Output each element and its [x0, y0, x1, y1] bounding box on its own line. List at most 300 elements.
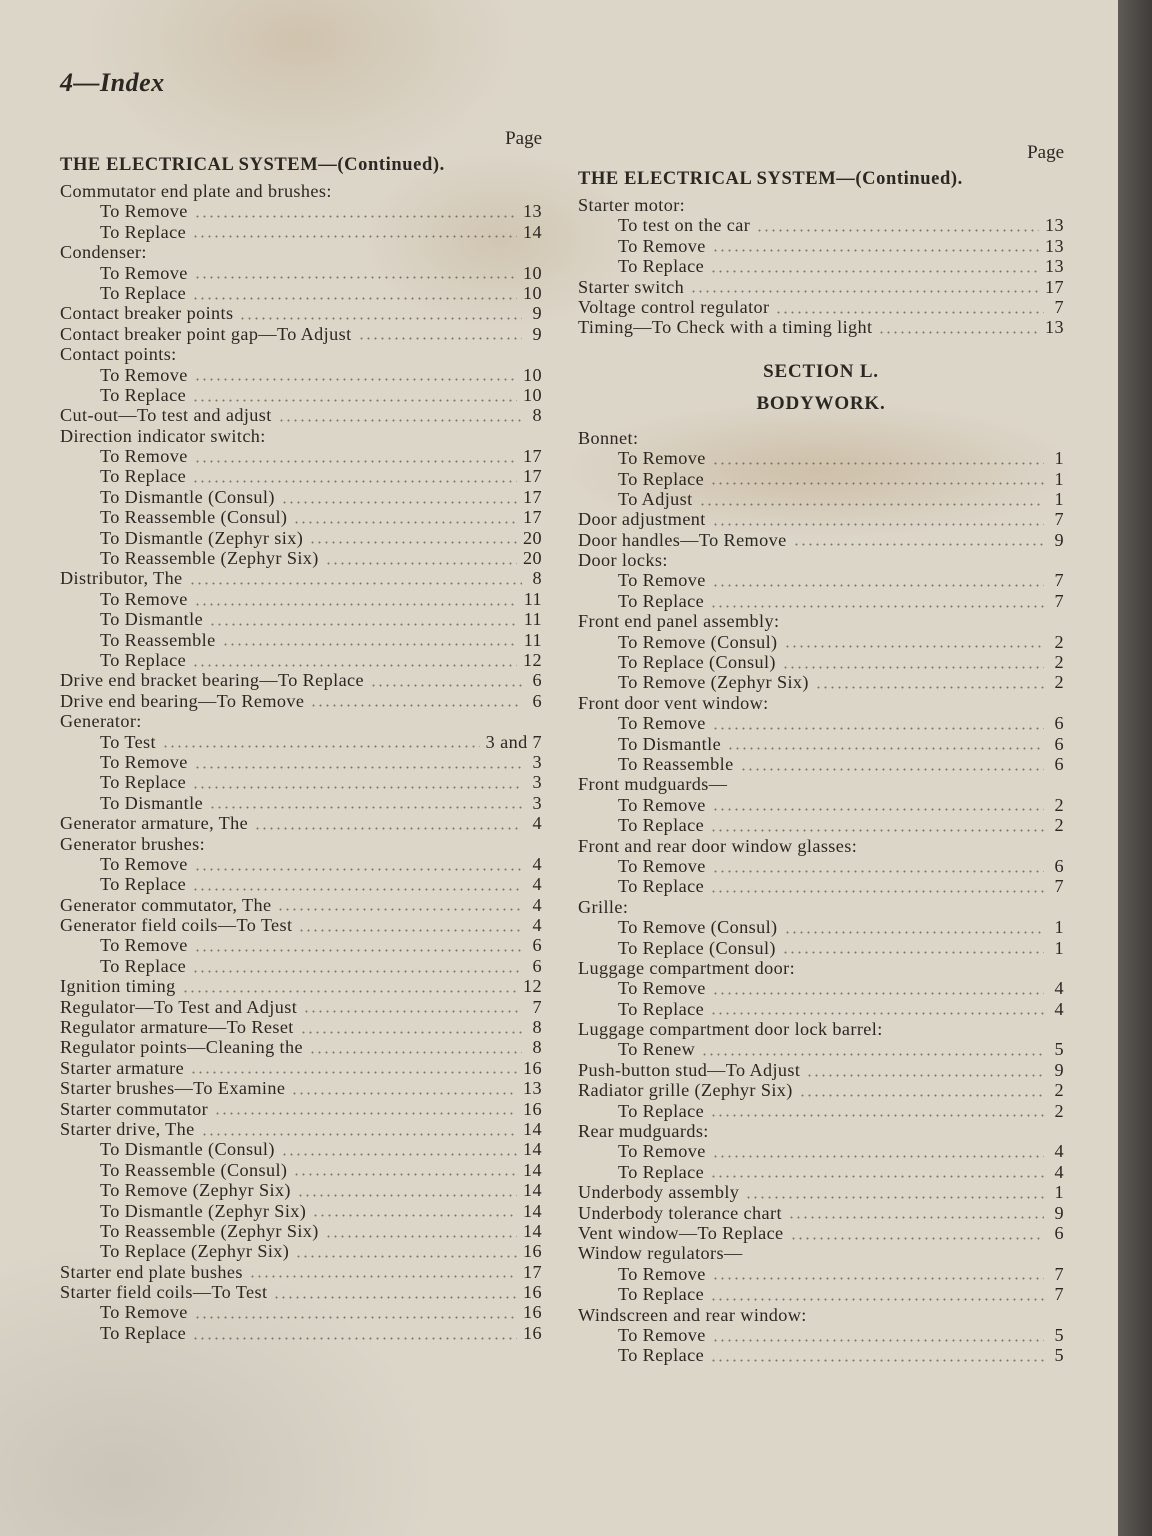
index-subentry — [60, 1201, 542, 1221]
entry-page-number: 14 — [523, 221, 542, 242]
index-subentry — [578, 448, 1064, 468]
dot-leader — [194, 766, 522, 769]
entry-page-number: 10 — [523, 384, 542, 405]
entry-page-number: 6 — [1054, 733, 1064, 754]
index-entry — [578, 1305, 1064, 1325]
entry-page-number: 13 — [523, 201, 542, 222]
index-subentry — [60, 874, 542, 894]
index-subentry — [578, 236, 1064, 256]
entry-page-number: 2 — [1054, 672, 1064, 693]
index-entry — [578, 1060, 1064, 1080]
index-entry — [578, 277, 1064, 297]
entry-label: Contact breaker points — [60, 303, 234, 324]
entry-page-number: 4 — [1054, 978, 1064, 999]
entry-page-number: 1 — [1054, 488, 1064, 509]
index-entry — [60, 1119, 542, 1139]
entry-page-number: 7 — [1054, 296, 1064, 317]
index-entry — [578, 297, 1064, 317]
dot-leader — [209, 806, 522, 809]
dot-leader — [182, 990, 517, 993]
index-entry — [60, 426, 542, 446]
entry-page-number: 6 — [1054, 753, 1064, 774]
dot-leader — [194, 603, 518, 606]
dot-leader — [194, 868, 522, 871]
index-entry — [578, 774, 1064, 794]
entry-page-number: 1 — [1054, 1182, 1064, 1203]
index-subentry — [60, 222, 542, 242]
index-subentry — [578, 734, 1064, 754]
entry-label: To Remove (Consul) — [618, 631, 778, 652]
entry-page-number: 5 — [1054, 1039, 1064, 1060]
entry-label: Generator brushes: — [60, 833, 206, 854]
index-subentry — [578, 1162, 1064, 1182]
dot-leader — [192, 399, 517, 402]
dot-leader — [162, 745, 480, 748]
index-subentry — [578, 713, 1064, 733]
entry-page-number: 3 and 7 — [485, 731, 542, 752]
index-subentry — [60, 793, 542, 813]
entry-page-number: 4 — [532, 853, 542, 874]
entry-page-number: 3 — [532, 792, 542, 813]
index-subentry — [578, 1345, 1064, 1365]
dot-leader — [756, 229, 1039, 232]
page-header: 4—Index — [60, 68, 165, 97]
dot-leader — [710, 890, 1044, 893]
entry-label: Regulator—To Test and Adjust — [60, 996, 298, 1017]
entry-label: Starter motor: — [578, 195, 686, 215]
dot-leader — [310, 704, 522, 707]
index-entry — [578, 428, 1064, 448]
index-entry — [60, 895, 542, 915]
entry-label: To Dismantle — [618, 733, 722, 754]
entry-label: Front and rear door window glasses: — [578, 835, 858, 856]
index-list — [578, 428, 1064, 1366]
entry-page-number: 14 — [523, 1159, 542, 1180]
entry-page-number: 11 — [523, 609, 542, 630]
entry-label: To Replace — [618, 876, 705, 897]
entry-page-number: 5 — [1054, 1324, 1064, 1345]
entry-page-number: 1 — [1054, 468, 1064, 489]
entry-label: To Remove — [618, 1324, 706, 1345]
index-subentry — [60, 772, 542, 792]
index-entry — [60, 242, 542, 262]
index-entry — [60, 303, 542, 323]
index-entry — [60, 711, 542, 731]
entry-page-number: 8 — [532, 1037, 542, 1058]
index-subentry — [578, 876, 1064, 896]
entry-label: To Dismantle (Consul) — [100, 486, 275, 507]
index-subentry — [578, 1101, 1064, 1121]
entry-label: To Remove — [100, 588, 188, 609]
entry-page-number: 8 — [532, 405, 542, 426]
index-subentry — [578, 632, 1064, 652]
index-subentry — [60, 752, 542, 772]
entry-page-number: 2 — [1054, 1080, 1064, 1101]
entry-label: Grille: — [578, 896, 629, 917]
dot-leader — [303, 1010, 522, 1013]
entry-page-number: 10 — [523, 364, 542, 385]
entry-page-number: 3 — [532, 751, 542, 772]
entry-page-number: 20 — [523, 527, 542, 548]
entry-page-number: 12 — [523, 649, 542, 670]
index-entry — [60, 568, 542, 588]
dot-leader — [325, 1235, 517, 1238]
entry-label: To Replace — [618, 1100, 705, 1121]
dot-leader — [712, 992, 1044, 995]
index-subentry — [60, 956, 542, 976]
entry-label: Timing—To Check with a timing light — [578, 317, 873, 338]
entry-page-number: 17 — [523, 507, 542, 528]
entry-page-number: 1 — [1054, 917, 1064, 938]
entry-page-number: 4 — [532, 894, 542, 915]
dot-leader — [699, 503, 1044, 506]
dot-leader — [239, 317, 522, 320]
index-list — [578, 195, 1064, 338]
entry-label: Regulator points—Cleaning the — [60, 1037, 303, 1058]
index-entry — [60, 997, 542, 1017]
entry-label: To Remove — [100, 364, 188, 385]
entry-page-number: 7 — [1054, 509, 1064, 530]
entry-page-number: 6 — [532, 955, 542, 976]
entry-label: Drive end bearing—To Remove — [60, 690, 305, 711]
entry-label: To Replace — [100, 282, 187, 303]
entry-label: To Remove — [618, 235, 706, 256]
dot-leader — [192, 888, 522, 891]
entry-page-number: 2 — [1054, 652, 1064, 673]
entry-label: Radiator grille (Zephyr Six) — [578, 1080, 793, 1101]
index-subentry — [578, 1264, 1064, 1284]
index-subentry — [60, 1241, 542, 1261]
index-entry — [60, 915, 542, 935]
dot-leader — [710, 1114, 1044, 1117]
dot-leader — [222, 643, 518, 646]
entry-label: Front mudguards— — [578, 774, 728, 795]
entry-page-number: 16 — [523, 1098, 542, 1119]
index-subentry — [578, 815, 1064, 835]
index-subentry — [60, 548, 542, 568]
entry-label: Window regulators— — [578, 1243, 743, 1264]
index-entry — [578, 195, 1064, 215]
dot-leader — [710, 1359, 1044, 1362]
dot-leader — [194, 276, 517, 279]
dot-leader — [312, 1214, 517, 1217]
entry-label: To Replace — [618, 256, 705, 277]
entry-label: Vent window—To Replace — [578, 1222, 784, 1243]
entry-label: Underbody assembly — [578, 1182, 740, 1203]
index-entry — [60, 1017, 542, 1037]
entry-label: Regulator armature—To Reset — [60, 1017, 294, 1038]
dot-leader — [712, 808, 1044, 811]
entry-page-number: 9 — [532, 323, 542, 344]
dot-leader — [712, 1339, 1044, 1342]
entry-page-number: 9 — [532, 303, 542, 324]
entry-page-number: 17 — [1045, 276, 1064, 297]
entry-label: To Remove — [618, 794, 706, 815]
entry-label: To Replace — [618, 1284, 705, 1305]
entry-page-number: 9 — [1054, 1059, 1064, 1080]
entry-page-number: 8 — [532, 568, 542, 589]
entry-page-number: 13 — [523, 1078, 542, 1099]
entry-label: Starter brushes—To Examine — [60, 1078, 286, 1099]
index-subentry — [578, 672, 1064, 692]
index-subentry — [578, 795, 1064, 815]
index-subentry — [60, 385, 542, 405]
entry-page-number: 14 — [523, 1200, 542, 1221]
dot-leader — [701, 1053, 1044, 1056]
left-column — [60, 126, 542, 1343]
index-entry — [60, 1099, 542, 1119]
entry-label: To Replace — [618, 998, 705, 1019]
dot-leader — [712, 523, 1044, 526]
entry-page-number: 7 — [1054, 570, 1064, 591]
entry-label: Starter commutator — [60, 1098, 209, 1119]
entry-page-number: 7 — [1054, 1284, 1064, 1305]
entry-label: To Replace — [618, 1345, 705, 1366]
index-subentry — [60, 487, 542, 507]
entry-label: Starter end plate bushes — [60, 1261, 243, 1282]
dot-leader — [298, 929, 522, 932]
entry-page-number: 4 — [1054, 1141, 1064, 1162]
entry-page-number: 16 — [523, 1322, 542, 1343]
dot-leader — [192, 480, 517, 483]
index-entry — [578, 1223, 1064, 1243]
entry-page-number: 5 — [1054, 1345, 1064, 1366]
entry-page-number: 14 — [523, 1220, 542, 1241]
index-subentry — [60, 935, 542, 955]
dot-leader — [712, 727, 1044, 730]
entry-label: Bonnet: — [578, 427, 639, 448]
entry-label: To Replace — [100, 649, 187, 670]
index-entry — [60, 670, 542, 690]
index-subentry — [578, 978, 1064, 998]
entry-label: Ignition timing — [60, 976, 176, 997]
entry-label: Windscreen and rear window: — [578, 1304, 807, 1325]
index-entry — [578, 530, 1064, 550]
entry-page-number: 12 — [523, 976, 542, 997]
entry-page-number: 16 — [523, 1282, 542, 1303]
entry-label: Generator commutator, The — [60, 894, 272, 915]
index-subentry — [578, 215, 1064, 235]
dot-leader — [806, 1074, 1044, 1077]
index-subentry — [60, 201, 542, 221]
entry-page-number: 13 — [1045, 256, 1064, 277]
entry-page-number: 2 — [1054, 815, 1064, 836]
index-subentry — [578, 1325, 1064, 1345]
index-entry — [578, 1182, 1064, 1202]
dot-leader — [799, 1094, 1044, 1097]
index-entry — [578, 897, 1064, 917]
entry-label: To Remove — [100, 935, 188, 956]
entry-page-number: 1 — [1054, 937, 1064, 958]
index-entry — [578, 317, 1064, 337]
entry-label: To Remove (Consul) — [618, 917, 778, 938]
entry-label: Door adjustment — [578, 509, 706, 530]
entry-label: To Remove — [618, 570, 706, 591]
index-subentry — [60, 1302, 542, 1322]
entry-page-number: 17 — [523, 1261, 542, 1282]
entry-label: To Reassemble (Zephyr Six) — [100, 548, 319, 569]
dot-leader — [281, 1153, 517, 1156]
dot-leader — [815, 686, 1044, 689]
entry-page-number: 2 — [1054, 794, 1064, 815]
entry-page-number: 11 — [523, 629, 542, 650]
entry-label: To Dismantle — [100, 609, 204, 630]
entry-page-number: 14 — [523, 1180, 542, 1201]
index-subentry — [60, 466, 542, 486]
index-subentry — [578, 591, 1064, 611]
index-entry — [578, 1080, 1064, 1100]
index-subentry — [578, 256, 1064, 276]
index-subentry — [60, 283, 542, 303]
dot-leader — [784, 931, 1045, 934]
entry-label: To Dismantle (Zephyr Six) — [100, 1200, 307, 1221]
entry-label: Starter armature — [60, 1057, 185, 1078]
entry-label: To Remove (Zephyr Six) — [100, 1180, 291, 1201]
index-subentry — [60, 365, 542, 385]
index-entry — [60, 813, 542, 833]
entry-label: To Reassemble (Zephyr Six) — [100, 1220, 319, 1241]
entry-page-number: 14 — [523, 1118, 542, 1139]
page-column-label: Page — [1027, 142, 1064, 163]
dot-leader — [782, 666, 1044, 669]
dot-leader — [325, 562, 517, 565]
entry-label: To Replace — [618, 590, 705, 611]
entry-label: To Replace — [618, 468, 705, 489]
entry-label: Contact points: — [60, 344, 177, 365]
dot-leader — [710, 1298, 1044, 1301]
dot-leader — [740, 768, 1044, 771]
entry-label: To Remove — [618, 713, 706, 734]
dot-leader — [254, 827, 522, 830]
index-entry — [60, 1058, 542, 1078]
dot-leader — [745, 1196, 1044, 1199]
dot-leader — [878, 331, 1039, 334]
entry-label: To Remove — [100, 201, 188, 222]
entry-label: Generator field coils—To Test — [60, 915, 293, 936]
index-entry — [60, 1262, 542, 1282]
entry-page-number: 8 — [532, 1017, 542, 1038]
dot-leader — [297, 1194, 517, 1197]
entry-label: Drive end bracket bearing—To Replace — [60, 670, 364, 691]
entry-page-number: 16 — [523, 1057, 542, 1078]
entry-label: To Remove (Zephyr Six) — [618, 672, 809, 693]
entry-label: To Reassemble — [100, 629, 216, 650]
index-subentry — [60, 446, 542, 466]
spacer — [578, 420, 1064, 428]
entry-page-number: 7 — [532, 996, 542, 1017]
entry-label: To Replace — [100, 955, 187, 976]
entry-page-number: 6 — [1054, 855, 1064, 876]
entry-label: To Remove — [100, 262, 188, 283]
entry-page-number: 6 — [532, 670, 542, 691]
entry-label: To Renew — [618, 1039, 696, 1060]
entry-page-number: 20 — [523, 548, 542, 569]
dot-leader — [194, 378, 517, 381]
entry-label: Condenser: — [60, 242, 147, 263]
entry-label: Push-button stud—To Adjust — [578, 1059, 801, 1080]
dot-leader — [194, 949, 522, 952]
entry-page-number: 13 — [1045, 215, 1064, 236]
dot-leader — [309, 1051, 522, 1054]
entry-page-number: 7 — [1054, 876, 1064, 897]
entry-page-number: 14 — [523, 1139, 542, 1160]
index-subentry — [60, 630, 542, 650]
entry-label: To Replace — [100, 384, 187, 405]
entry-label: To Remove — [618, 1263, 706, 1284]
entry-label: Generator armature, The — [60, 813, 249, 834]
dot-leader — [710, 605, 1044, 608]
entry-page-number: 6 — [1054, 713, 1064, 734]
dot-leader — [192, 1337, 517, 1340]
entry-label: Commutator end plate and brushes: — [60, 181, 332, 201]
section-title: THE ELECTRICAL SYSTEM—(Continued). — [60, 155, 445, 175]
dot-leader — [277, 908, 522, 911]
dot-leader — [293, 521, 517, 524]
entry-page-number: 16 — [523, 1241, 542, 1262]
index-subentry — [578, 938, 1064, 958]
dot-leader — [710, 829, 1044, 832]
entry-label: Starter field coils—To Test — [60, 1282, 268, 1303]
entry-page-number: 4 — [532, 813, 542, 834]
entry-page-number: 13 — [1045, 317, 1064, 338]
dot-leader — [249, 1275, 517, 1278]
index-subentry — [60, 1160, 542, 1180]
index-subentry — [60, 732, 542, 752]
entry-label: Underbody tolerance chart — [578, 1202, 782, 1223]
dot-leader — [192, 786, 522, 789]
entry-label: To Remove — [618, 978, 706, 999]
dot-leader — [214, 1112, 517, 1115]
entry-label: To Adjust — [618, 488, 693, 509]
entry-label: To Replace — [100, 1322, 187, 1343]
index-subentry — [60, 528, 542, 548]
index-entry — [578, 1019, 1064, 1039]
entry-label: To Replace — [100, 772, 187, 793]
index-entry — [60, 344, 542, 364]
index-entry — [578, 1203, 1064, 1223]
dot-leader — [782, 951, 1044, 954]
index-entry — [60, 181, 542, 201]
entry-label: Starter switch — [578, 276, 685, 297]
dot-leader — [710, 1012, 1044, 1015]
index-entry — [578, 611, 1064, 631]
index-subentry — [578, 754, 1064, 774]
index-subentry — [578, 1141, 1064, 1161]
entry-label: To Reassemble (Consul) — [100, 1159, 288, 1180]
entry-label: Luggage compartment door: — [578, 957, 796, 978]
entry-page-number: 13 — [1045, 235, 1064, 256]
entry-page-number: 2 — [1054, 1100, 1064, 1121]
entry-page-number: 7 — [1054, 1263, 1064, 1284]
index-subentry — [578, 570, 1064, 590]
index-entry — [578, 1121, 1064, 1141]
dot-leader — [712, 462, 1044, 465]
index-subentry — [578, 1039, 1064, 1059]
entry-label: To Replace — [618, 815, 705, 836]
dot-leader — [710, 270, 1039, 273]
entry-label: Contact breaker point gap—To Adjust — [60, 323, 352, 344]
index-subentry — [60, 1139, 542, 1159]
index-subentry — [60, 1180, 542, 1200]
entry-label: To Reassemble — [618, 753, 734, 774]
index-subentry — [60, 854, 542, 874]
index-entry — [578, 509, 1064, 529]
entry-page-number: 17 — [523, 466, 542, 487]
dot-leader — [192, 664, 517, 667]
index-subentry — [60, 1221, 542, 1241]
dot-leader — [192, 235, 517, 238]
index-subentry — [578, 489, 1064, 509]
